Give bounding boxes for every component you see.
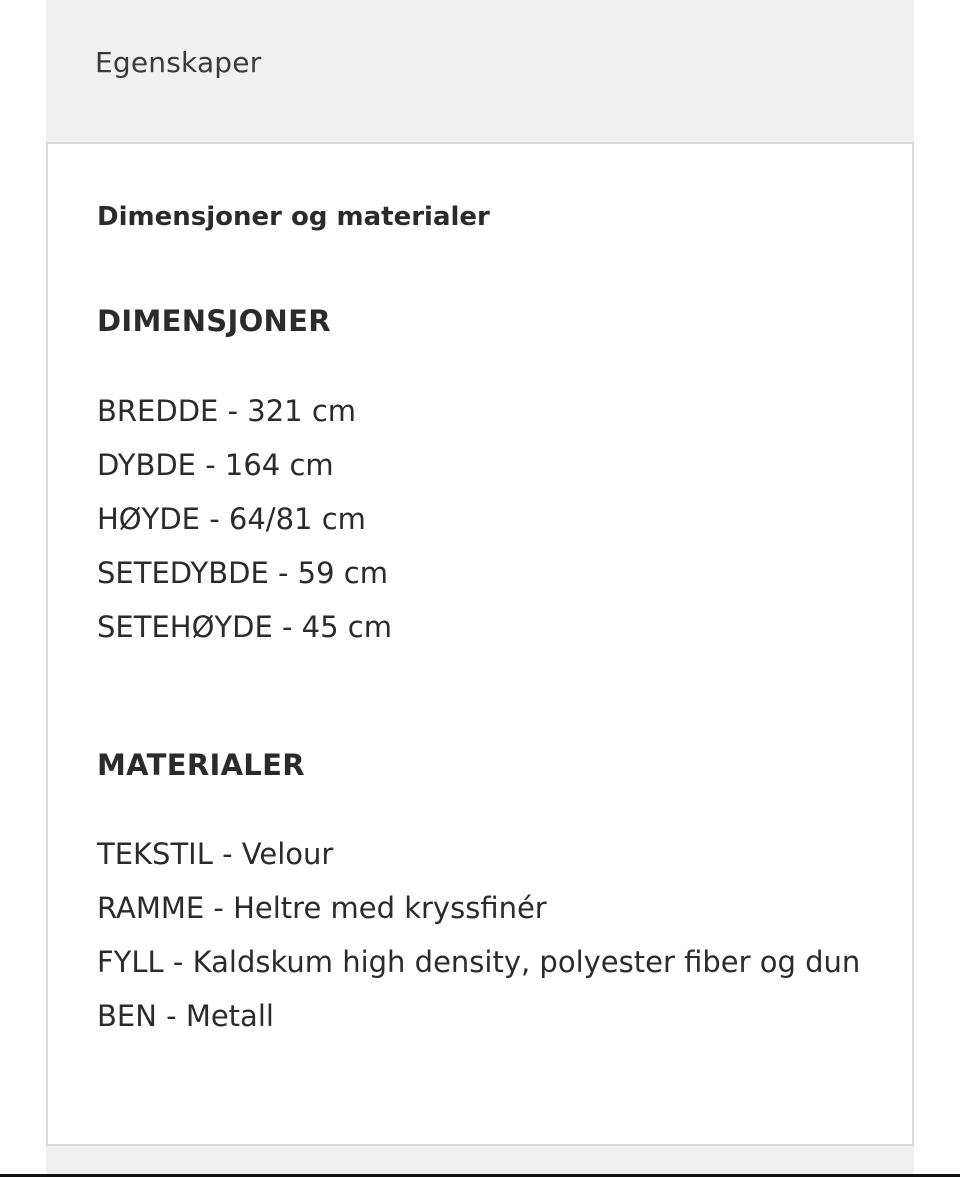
dimension-item-seat-height: SETEHØYDE - 45 cm — [97, 610, 392, 644]
material-item-filling: FYLL - Kaldskum high density, polyester fiber og dun — [97, 945, 861, 979]
properties-content — [46, 142, 914, 1146]
dimension-item-seat-depth: SETEDYBDE - 59 cm — [97, 556, 388, 590]
properties-tab-title: Egenskaper — [95, 46, 262, 79]
section-title: Dimensjoner og materialer — [97, 202, 490, 232]
properties-tab-header[interactable] — [46, 0, 914, 142]
material-item-textile: TEKSTIL - Velour — [97, 837, 334, 871]
dimension-item-depth: DYBDE - 164 cm — [97, 448, 334, 482]
dimensions-list — [97, 384, 867, 654]
materials-heading: MATERIALER — [97, 748, 305, 782]
materials-list — [97, 827, 867, 1043]
material-item-frame: RAMME - Heltre med kryssfinér — [97, 891, 547, 925]
product-properties-panel — [46, 0, 914, 1177]
dimension-item-height: HØYDE - 64/81 cm — [97, 502, 366, 536]
dimensions-heading: DIMENSJONER — [97, 304, 331, 338]
next-section-header[interactable] — [46, 1146, 914, 1177]
material-item-legs: BEN - Metall — [97, 999, 274, 1033]
dimension-item-width: BREDDE - 321 cm — [97, 394, 357, 428]
